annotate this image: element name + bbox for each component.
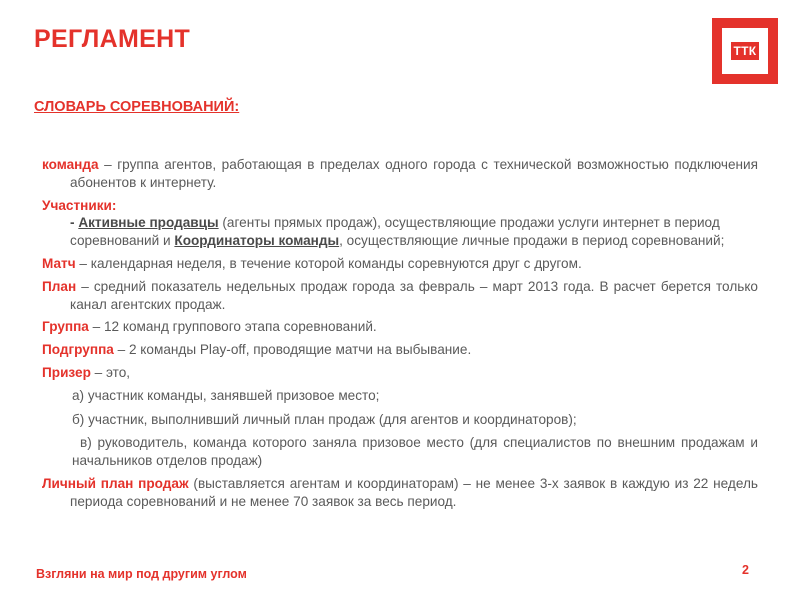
term-match: Матч [42,255,76,271]
role-team-coordinators: Координаторы команды [174,233,340,249]
page-number: 2 [742,563,749,577]
glossary-item-podgruppa [42,341,758,359]
term-uchastniki: Участники: [42,197,117,213]
glossary [42,156,758,516]
logo-text: ТТК [731,42,759,60]
term-lichnyi-plan: Личный план продаж [42,475,189,491]
prizer-option-b: б) участник, выполнивший личный план продаж (для агентов и координаторов); [72,411,577,427]
uchastniki-dash: - [70,215,79,231]
glossary-item-match [42,255,758,273]
glossary-item-prizer [42,364,758,382]
term-komanda: команда [42,157,99,172]
definition-podgruppa: – 2 команды Play-off, проводящие матчи на выбывание. [113,342,472,358]
definition-komanda: – группа агентов, работающая в пределах одного города с технической возможностью подключения абонентов к интернету. [70,157,758,190]
role-active-sellers: Активные продавцы [78,215,219,231]
definition-plan: – средний показатель недельных продаж города за февраль – март 2013 года. В расчет берется только канал агентских продаж. [70,278,758,312]
prizer-option-a: а) участник команды, занявшей призовое место; [72,387,380,403]
glossary-item-uchastniki [42,197,758,215]
glossary-item-komanda [42,156,758,192]
definition-gruppa: – 12 команд группового этапа соревнований. [88,319,377,335]
glossary-item-plan [42,278,758,314]
prizer-option-c: в) руководитель, команда которого заняла призовое место (для специалистов по внешним продажам и начальников отделов продаж) [72,435,758,469]
term-gruppa: Группа [42,319,89,335]
footer-slogan: Взгляни на мир под другим углом [36,567,247,581]
term-plan: План [42,278,77,294]
glossary-item-gruppa [42,318,758,336]
uchastniki-roles [42,214,758,250]
definition-match: – календарная неделя, в течение которой команды соревнуются друг с другом. [75,255,582,271]
role-active-sellers-desc: (агенты прямых продаж), осуществляющие продажи услуги интернет в период соревнований и [70,215,720,249]
role-team-coordinators-desc: , осуществляющие личные продажи в период соревнований; [339,233,725,249]
page-title: РЕГЛАМЕНТ [34,25,191,53]
term-prizer: Призер [42,364,91,380]
ttk-logo [712,18,778,84]
glossary-item-lichnyi-plan [42,475,758,511]
term-podgruppa: Подгруппа [42,342,114,358]
definition-prizer: – это, [90,364,131,380]
definition-lichnyi-plan: (выставляется агентам и координаторам) – не менее 3-х заявок в каждую из 22 недель периода соревнований и не менее 70 заявок за весь период. [70,475,758,509]
section-subtitle: СЛОВАРЬ СОРЕВНОВАНИЙ: [34,99,240,115]
